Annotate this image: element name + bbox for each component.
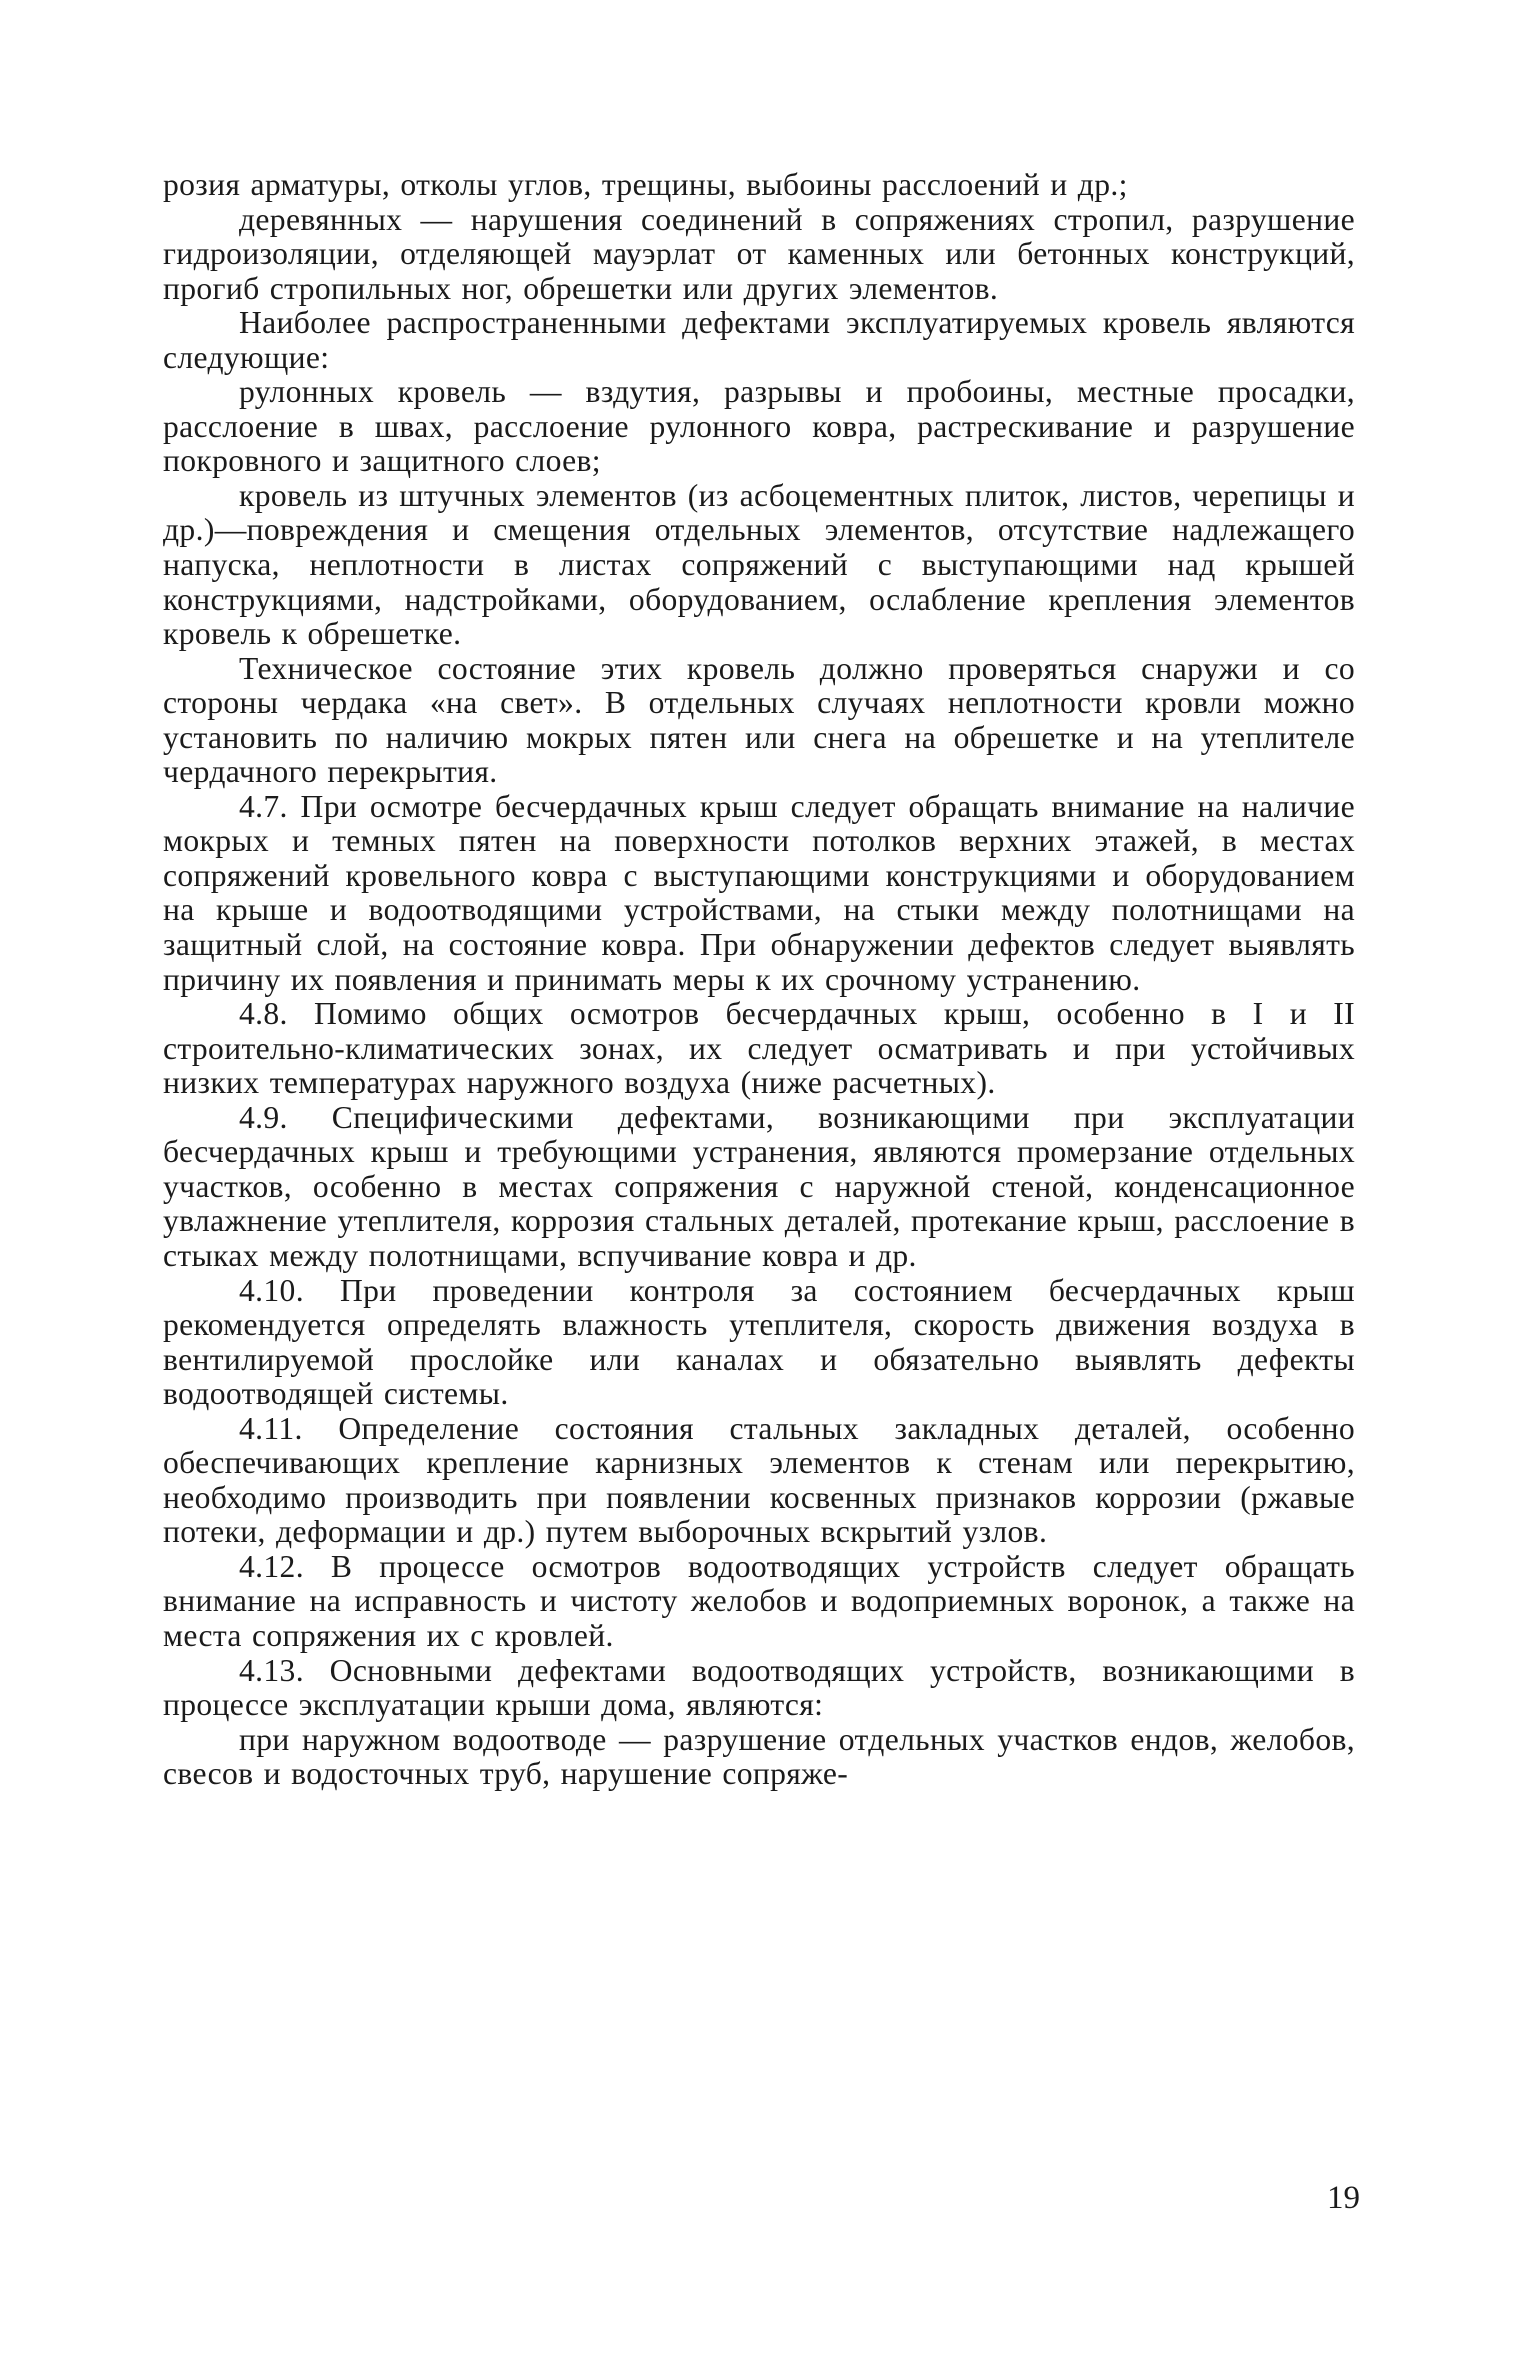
paragraph-8: 4.8. Помимо общих осмотров бесчердачных крыш, особенно в I и II строительно-климатических зонах, их следует осматривать и при устойчивых низких температурах наружного воздуха (ниже расчетных). [163,996,1355,1101]
paragraph-14: при наружном водоотводе — разрушение отдельных участков ендов, желобов, свесов и водосточных труб, нарушение сопряже- [163,1721,1355,1792]
paragraph-13: 4.13. Основными дефектами водоотводящих устройств, возникающими в процессе эксплуатации крыши дома, являются: [163,1652,1355,1723]
paragraph-7: 4.7. При осмотре бесчердачных крыш следует обращать внимание на наличие мокрых и темных пятен на поверхности потолков верхних этажей, в местах сопряжений кровельного ковра с выступающими конструкциями и оборудованием на крыше и водоотводящими устройствами, на стыки между полотнищами на защитный слой, на состояние ковра. При обнаружении дефектов следует выявлять причину их появления и принимать меры к их срочному устранению. [163,788,1355,997]
paragraph-4: рулонных кровель — вздутия, разрывы и пробоины, местные просадки, расслоение в швах, расслоение рулонного ковра, растрескивание и разрушение покровного и защитного слоев; [163,374,1355,479]
body-text [163,168,1355,1792]
paragraph-5: кровель из штучных элементов (из асбоцементных плиток, листов, черепицы и др.)—повреждения и смещения отдельных элементов, отсутствие надлежащего напуска, неплотности в листах сопряжений с выступающими над крышей конструкциями, надстройками, оборудованием, ослабление крепления элементов кровель к обрешетке. [163,477,1355,652]
paragraph-11: 4.11. Определение состояния стальных закладных деталей, особенно обеспечивающих крепление карнизных элементов к стенам или перекрытию, необходимо производить при появлении косвенных признаков коррозии (ржавые потеки, деформации и др.) путем выборочных вскрытий узлов. [163,1410,1355,1550]
paragraph-1: розия арматуры, отколы углов, трещины, выбоины расслоений и др.; [163,167,1128,202]
paragraph-2: деревянных — нарушения соединений в сопряжениях стропил, разрушение гидроизоляции, отделяющей мауэрлат от каменных или бетонных конструкций, прогиб стропильных ног, обрешетки или других элементов. [163,201,1355,306]
paragraph-6: Техническое состояние этих кровель должно проверяться снаружи и со стороны чердака «на свет». В отдельных случаях неплотности кровли можно установить по наличию мокрых пятен или снега на обрешетке и на утеплителе чердачного перекрытия. [163,650,1355,790]
paragraph-3: Наиболее распространенными дефектами эксплуатируемых кровель являются следующие: [163,305,1355,375]
paragraph-12: 4.12. В процессе осмотров водоотводящих устройств следует обращать внимание на исправность и чистоту желобов и водоприемных воронок, а также на места сопряжения их с кровлей. [163,1548,1355,1653]
paragraph-10: 4.10. При проведении контроля за состоянием бесчердачных крыш рекомендуется определять влажность утеплителя, скорость движения воздуха в вентилируемой прослойке или каналах и обязательно выявлять дефекты водоотводящей системы. [163,1272,1355,1412]
paragraph-9: 4.9. Специфическими дефектами, возникающими при эксплуатации бесчердачных крыш и требующими устранения, являются промерзание отдельных участков, особенно в местах сопряжения с наружной стеной, конденсационное увлажнение утеплителя, коррозия стальных деталей, протекание крыш, расслоение в стыках между полотнищами, вспучивание ковра и др. [163,1099,1355,1273]
page-number: 19 [1327,2180,1360,2216]
